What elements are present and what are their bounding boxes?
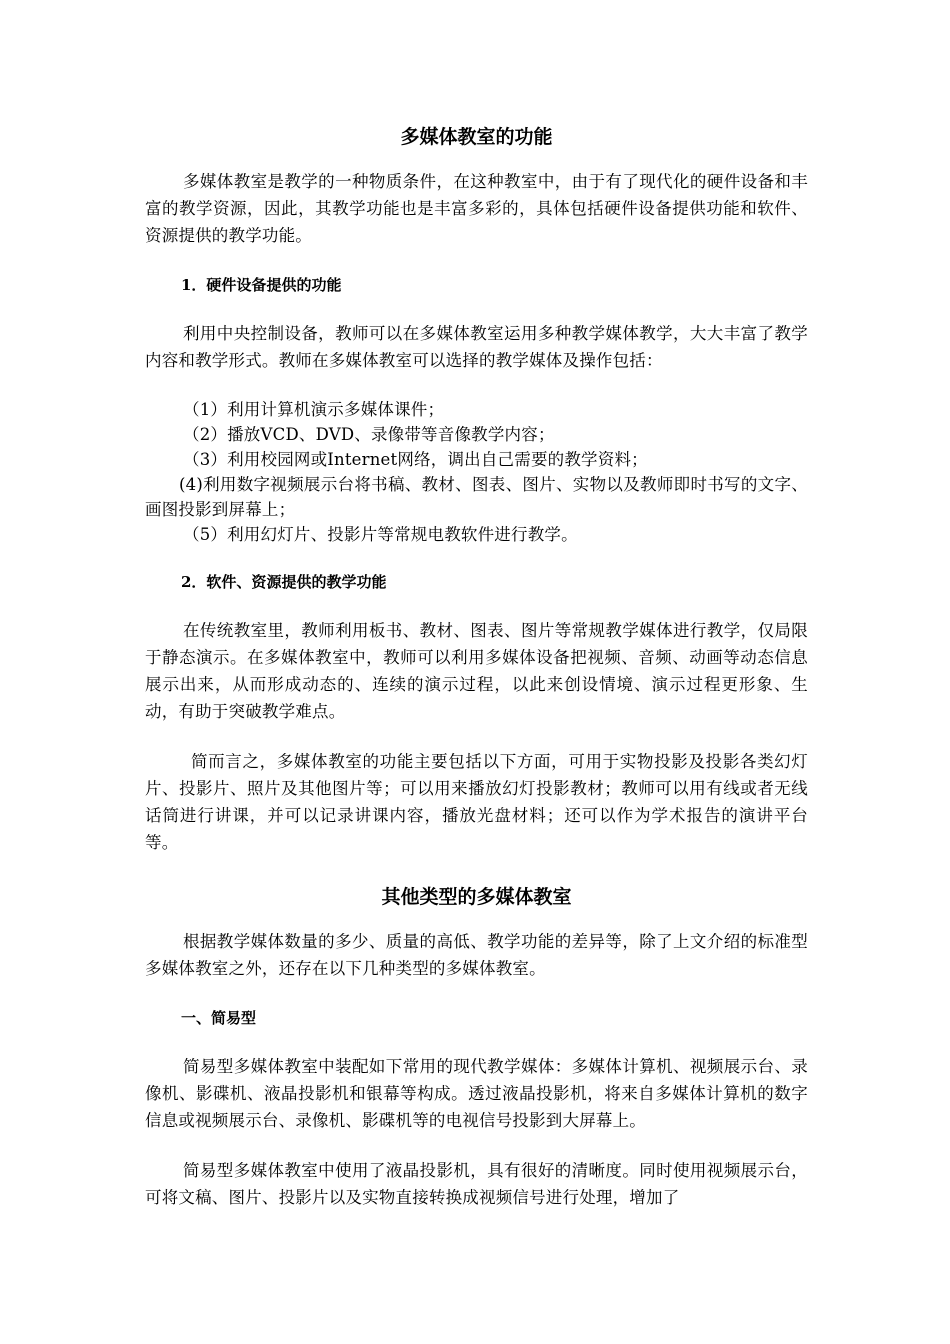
media-operations-list: [145, 397, 808, 547]
list-item: （1）利用计算机演示多媒体课件；: [183, 400, 445, 419]
heading-hardware-functions: 1．硬件设备提供的功能: [181, 276, 342, 294]
heading-software-functions: 2．软件、资源提供的教学功能: [181, 573, 387, 591]
section-title-other-types: 其他类型的多媒体教室: [381, 886, 572, 908]
document-body: [145, 122, 808, 1234]
simple-type-paragraph-2: 简易型多媒体教室中使用了液晶投影机，具有很好的清晰度。同时使用视频展示台，可将文稿、图片、投影片以及实物直接转换成视频信号进行处理，增加了: [145, 1161, 808, 1207]
list-item: （3）利用校园网或Internet网络，调出自己需要的教学资料；: [183, 450, 648, 469]
summary-paragraph: 简而言之，多媒体教室的功能主要包括以下方面，可用于实物投影及投影各类幻灯片、投影片、照片及其他图片等；可以用来播放幻灯投影教材；教师可以用有线或者无线话筒进行讲课，并可以记录讲课内容，播放光盘材料；还可以作为学术报告的演讲平台等。: [145, 752, 808, 852]
heading-simple-type: 一、简易型: [181, 1009, 257, 1027]
simple-type-paragraph: 简易型多媒体教室中装配如下常用的现代教学媒体：多媒体计算机、视频展示台、录像机、影碟机、液晶投影机和银幕等构成。透过液晶投影机，将来自多媒体计算机的数字信息或视频展示台、录像机、影碟机等的电视信号投影到大屏幕上。: [145, 1057, 808, 1130]
software-paragraph: 在传统教室里，教师利用板书、教材、图表、图片等常规教学媒体进行教学，仅局限于静态演示。在多媒体教室中，教师可以利用多媒体设备把视频、音频、动画等动态信息展示出来，从而形成动态的、连续的演示过程，以此来创设情境、演示过程更形象、生动，有助于突破教学难点。: [145, 621, 808, 721]
list-item: （2）播放VCD、DVD、录像带等音像教学内容；: [183, 425, 555, 444]
list-item: （5）利用幻灯片、投影片等常规电教软件进行教学。: [183, 525, 578, 544]
list-item: (4)利用数字视频展示台将书稿、教材、图表、图片、实物以及教师即时书写的文字、画图投影到屏幕上；: [145, 475, 808, 519]
other-types-intro: 根据教学媒体数量的多少、质量的高低、教学功能的差异等，除了上文介绍的标准型多媒体教室之外，还存在以下几种类型的多媒体教室。: [145, 932, 808, 978]
section-title-functions: 多媒体教室的功能: [400, 126, 553, 148]
intro-paragraph: 多媒体教室是教学的一种物质条件，在这种教室中，由于有了现代化的硬件设备和丰富的教学资源，因此，其教学功能也是丰富多彩的，具体包括硬件设备提供功能和软件、资源提供的教学功能。: [145, 172, 808, 245]
hardware-paragraph: 利用中央控制设备，教师可以在多媒体教室运用多种教学媒体教学，大大丰富了教学内容和教学形式。教师在多媒体教室可以选择的教学媒体及操作包括：: [145, 324, 808, 370]
